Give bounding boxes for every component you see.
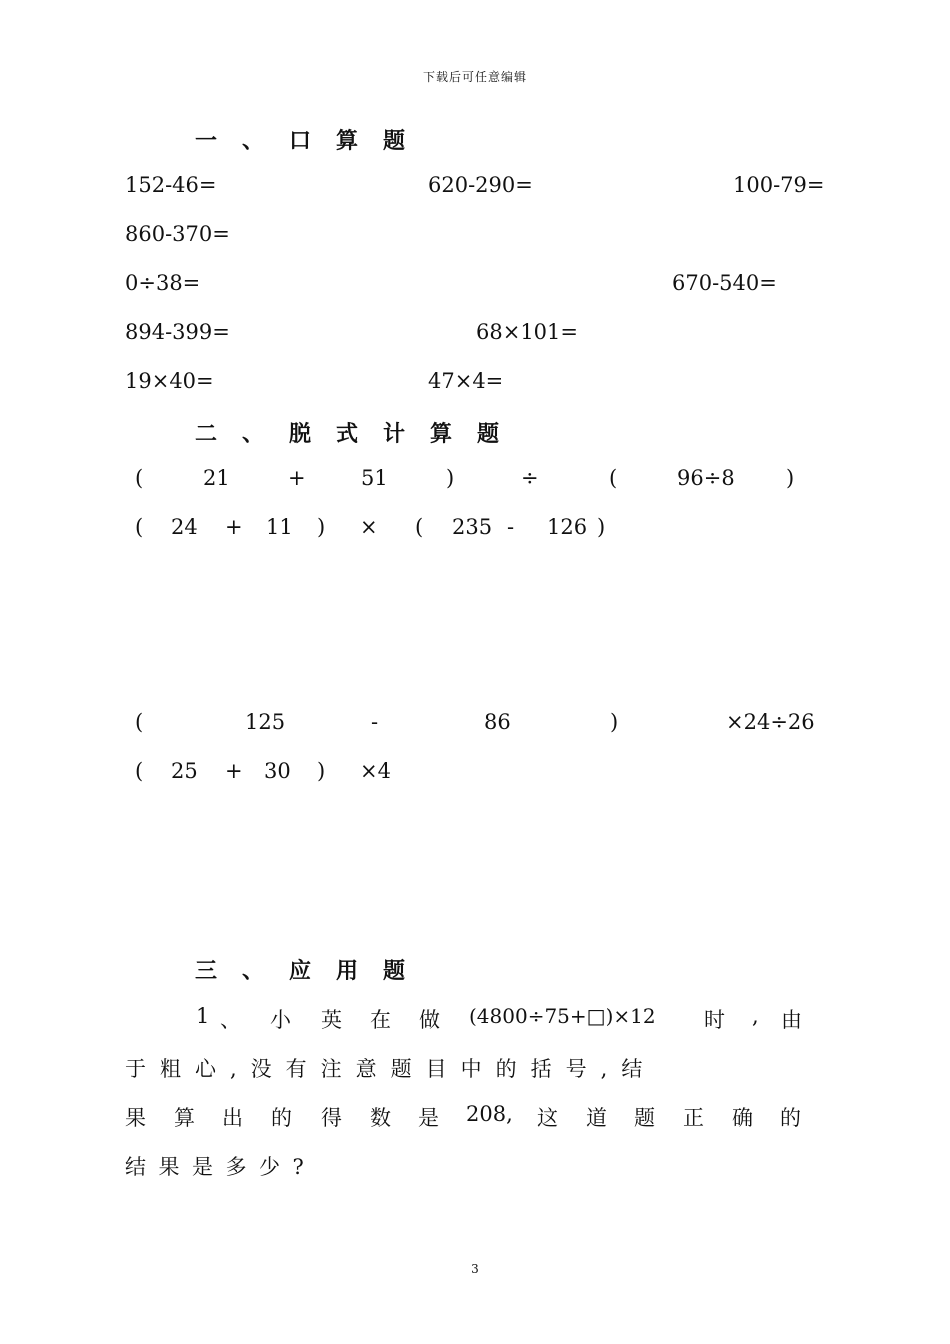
word-problem-line-2: 于粗心,没有注意题目中的括号,结 [125, 1057, 657, 1081]
expr-token: 96÷8 [677, 466, 735, 490]
problem-token: 、 [220, 1008, 241, 1032]
problem: 152-46= [125, 173, 217, 197]
expr-token: ( [135, 759, 144, 783]
problem-token: 的 [780, 1106, 801, 1130]
problem: 47×4= [428, 369, 504, 393]
expr-token: ( [415, 515, 424, 539]
heading-char: 算 [336, 129, 361, 154]
expr-token: ( [135, 710, 144, 734]
expr-token: ) [446, 466, 455, 490]
heading-char: 三 [195, 959, 220, 984]
problem-token: 208, [466, 1102, 513, 1126]
heading-char: 题 [383, 959, 408, 984]
expr-token: ×4 [360, 759, 391, 783]
expr-token: + [225, 759, 243, 783]
heading-char: 式 [336, 422, 361, 447]
expr-token: ) [610, 710, 619, 734]
problem-token: 果 [125, 1106, 146, 1130]
problem-token: 的 [271, 1106, 292, 1130]
problem: 670-540= [672, 271, 777, 295]
expr-token: 24 [171, 515, 198, 539]
heading-char: 题 [383, 129, 408, 154]
problem-token: 时 [704, 1008, 725, 1032]
heading-char: 算 [430, 422, 455, 447]
problem: 0÷38= [125, 271, 201, 295]
expr-token: ( [609, 466, 618, 490]
expr-token: 125 [245, 710, 286, 734]
expr-token: ( [135, 466, 144, 490]
page-header: 下载后可任意编辑 [422, 70, 527, 84]
heading-char: 、 [242, 959, 267, 984]
heading-char: 应 [289, 959, 314, 984]
problem: 100-79= [733, 173, 825, 197]
expr-token: 126 [547, 515, 588, 539]
problem-token: 小 [270, 1008, 291, 1032]
problem-token: 数 [370, 1106, 391, 1130]
problem: 620-290= [428, 173, 533, 197]
page-number: 3 [471, 1262, 479, 1276]
problem-token: 出 [222, 1106, 243, 1130]
problem: 19×40= [125, 369, 214, 393]
problem-token: 得 [321, 1106, 342, 1130]
heading-char: 脱 [289, 422, 314, 447]
heading-char: 、 [242, 422, 267, 447]
heading-char: 题 [477, 422, 502, 447]
problem-token: , [752, 1004, 759, 1028]
expr-token: + [225, 515, 243, 539]
problem-token: 题 [634, 1106, 655, 1130]
problem-token: 道 [586, 1106, 607, 1130]
expr-token: 86 [484, 710, 511, 734]
problem-token: 确 [732, 1106, 753, 1130]
expr-token: 235 [452, 515, 493, 539]
expr-token: ) [317, 515, 326, 539]
expr-token: × [360, 515, 378, 539]
expr-token: ×24÷26 [726, 710, 815, 734]
heading-char: 计 [383, 422, 408, 447]
problem-token: 正 [683, 1106, 704, 1130]
expr-token: 21 [203, 466, 230, 490]
expr-token: ÷ [521, 466, 539, 490]
problem: 860-370= [125, 222, 230, 246]
problem-token: 英 [321, 1008, 342, 1032]
expr-token: - [507, 515, 515, 539]
expr-token: ) [786, 466, 795, 490]
expr-token: - [371, 710, 379, 734]
expr-token: 11 [266, 515, 293, 539]
problem: 68×101= [476, 320, 578, 344]
expr-token: 30 [264, 759, 291, 783]
heading-char: 、 [242, 129, 267, 154]
word-problem-line-4: 结果是多少? [125, 1155, 317, 1179]
expr-token: + [288, 466, 306, 490]
problem: 894-399= [125, 320, 230, 344]
problem-token: 由 [781, 1008, 802, 1032]
problem-token: 这 [537, 1106, 558, 1130]
expr-token: ) [597, 515, 606, 539]
heading-char: 二 [195, 422, 220, 447]
heading-char: 口 [289, 129, 314, 154]
problem-token: 算 [174, 1106, 195, 1130]
expr-token: ) [317, 759, 326, 783]
heading-char: 一 [195, 129, 220, 154]
expr-token: 51 [361, 466, 388, 490]
heading-char: 用 [336, 959, 361, 984]
problem-token: 是 [418, 1106, 439, 1130]
problem-expression: (4800÷75+□)×12 [469, 1004, 656, 1028]
expr-token: 25 [171, 759, 198, 783]
expr-token: ( [135, 515, 144, 539]
problem-token: 在 [370, 1008, 391, 1032]
problem-token: 做 [419, 1008, 440, 1032]
problem-token: 1 [196, 1004, 210, 1028]
